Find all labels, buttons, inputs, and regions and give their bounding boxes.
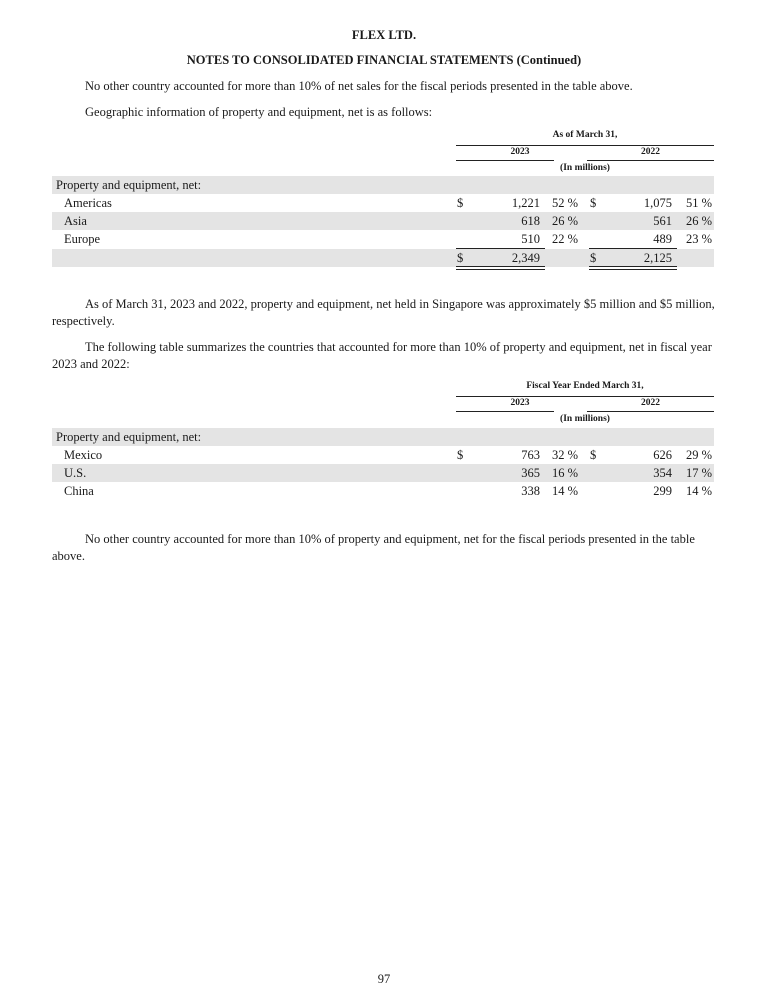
- total-2023: 2,349: [511, 251, 540, 265]
- header-rule: [587, 411, 714, 412]
- total-row: [52, 249, 714, 267]
- value-2023: 338: [521, 484, 540, 498]
- column-header-2022: 2022: [641, 147, 660, 157]
- percent-2022: 29 %: [686, 448, 713, 462]
- column-header-2023: 2023: [510, 147, 530, 157]
- header-rule: [456, 411, 554, 412]
- percent-2023: 14 %: [552, 484, 579, 498]
- table-row: [52, 464, 714, 482]
- units-label: (In millions): [560, 163, 610, 173]
- percent-2022: 23 %: [686, 232, 713, 246]
- percent-2022: 26 %: [686, 214, 713, 228]
- value-2023: 618: [521, 214, 540, 228]
- units-label: (In millions): [560, 414, 610, 424]
- percent-2022: 14 %: [686, 484, 713, 498]
- currency-symbol: $: [457, 196, 464, 210]
- value-2022: 299: [653, 484, 672, 498]
- section-row: [52, 428, 714, 446]
- paragraph-net-sales-note: No other country accounted for more than 10% of net sales for the fiscal periods presented in the table above.: [85, 79, 633, 93]
- row-label: Americas: [64, 196, 112, 210]
- header-rule: [456, 396, 714, 397]
- currency-symbol: $: [590, 251, 597, 265]
- currency-symbol: $: [457, 251, 464, 265]
- row-label: U.S.: [64, 466, 87, 480]
- row-label: China: [64, 484, 94, 498]
- value-2022: 626: [653, 448, 672, 462]
- currency-symbol: $: [590, 196, 597, 210]
- percent-2022: 17 %: [686, 466, 713, 480]
- percent-2023: 52 %: [552, 196, 579, 210]
- table-row: [52, 446, 714, 464]
- header-rule: [456, 160, 554, 161]
- section-label: Property and equipment, net:: [56, 430, 202, 444]
- total-double-rule: [456, 266, 545, 270]
- percent-2023: 32 %: [552, 448, 579, 462]
- value-2023: 1,221: [511, 196, 540, 210]
- table-row: [52, 212, 714, 230]
- table-row: [52, 482, 714, 500]
- percent-2023: 26 %: [552, 214, 579, 228]
- value-2022: 354: [653, 466, 672, 480]
- table-row: [52, 194, 714, 212]
- value-2023: 510: [521, 232, 540, 246]
- section-label: Property and equipment, net:: [56, 178, 202, 192]
- table-row: [52, 230, 714, 248]
- paragraph-countries-intro: The following table summarizes the countries that accounted for more than 10% of property and equipment, net in fiscal year 2023 and 2022:: [52, 340, 712, 371]
- value-2023: 763: [521, 448, 540, 462]
- total-double-rule: [589, 266, 677, 270]
- paragraph-closing-note: No other country accounted for more than 10% of property and equipment, net for the fiscal periods presented in the table above.: [52, 532, 695, 563]
- paragraph-singapore-note: As of March 31, 2023 and 2022, property and equipment, net held in Singapore was approximately $5 million and $5 million, respectively.: [52, 297, 715, 328]
- total-2022: 2,125: [643, 251, 672, 265]
- page-number: 97: [377, 972, 391, 986]
- section-row: [52, 176, 714, 194]
- currency-symbol: $: [590, 448, 597, 462]
- percent-2023: 16 %: [552, 466, 579, 480]
- header-rule: [456, 145, 714, 146]
- column-header-2023: 2023: [510, 398, 530, 408]
- row-label: Asia: [64, 214, 87, 228]
- paragraph-geographic-intro: Geographic information of property and equipment, net is as follows:: [85, 105, 433, 119]
- value-2022: 1,075: [643, 196, 672, 210]
- company-name: FLEX LTD.: [351, 28, 417, 42]
- row-label: Europe: [64, 232, 101, 246]
- header-rule: [587, 160, 714, 161]
- column-header-2022: 2022: [641, 398, 660, 408]
- percent-2022: 51 %: [686, 196, 713, 210]
- value-2022: 489: [653, 232, 672, 246]
- currency-symbol: $: [457, 448, 464, 462]
- value-2023: 365: [521, 466, 540, 480]
- page-title: NOTES TO CONSOLIDATED FINANCIAL STATEMENTS (Continued): [186, 53, 582, 67]
- value-2022: 561: [653, 214, 672, 228]
- row-label: Mexico: [64, 448, 103, 462]
- percent-2023: 22 %: [552, 232, 579, 246]
- period-header: Fiscal Year Ended March 31,: [526, 381, 644, 391]
- period-header: As of March 31,: [552, 130, 618, 140]
